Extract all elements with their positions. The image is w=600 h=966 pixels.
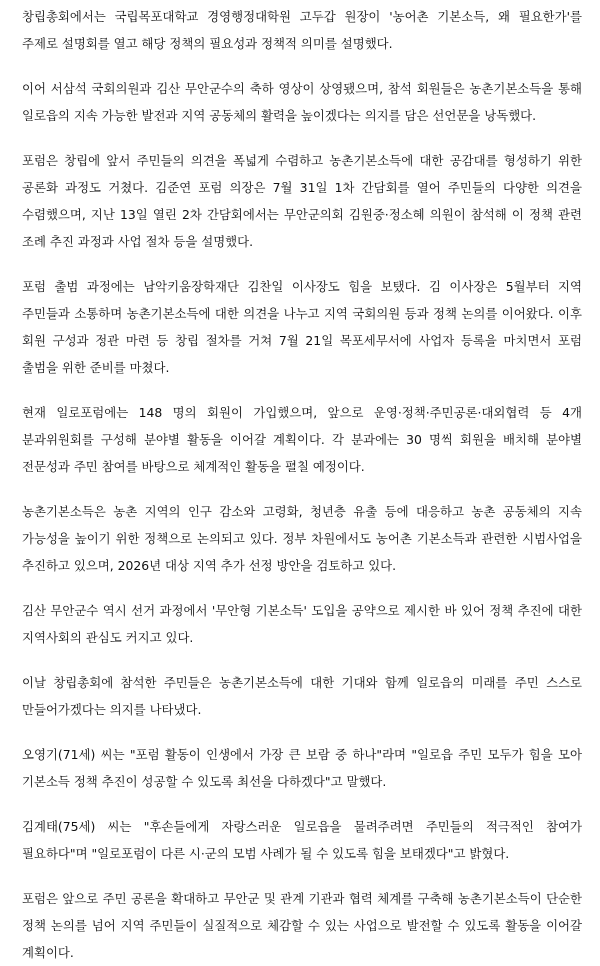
article-paragraph: 포럼은 앞으로 주민 공론을 확대하고 무안군 및 관계 기관과 협력 체계를 구축해 농촌기본소득이 단순한 정책 논의를 넘어 지역 주민들이 실질적으로 체감할 수 있는 사업으로 발전할 수 있도록 활동을 이어갈 계획이다. (22, 891, 582, 960)
article-paragraph: 창립총회에서는 국립목포대학교 경영행정대학원 고두갑 원장이 '농어촌 기본소득, 왜 필요한가'를 주제로 설명회를 열고 해당 정책의 필요성과 정책적 의미를 설명했다. (22, 9, 582, 51)
article-paragraph: 김계태(75세) 씨는 "후손들에게 자랑스러운 일로읍을 물려주려면 주민들의 적극적인 참여가 필요하다"며 "일로포럼이 다른 시·군의 모범 사례가 될 수 있도록 힘을 보태겠다"고 밝혔다. (22, 819, 582, 861)
article-paragraph: 김산 무안군수 역시 선거 과정에서 '무안형 기본소득' 도입을 공약으로 제시한 바 있어 정책 추진에 대한 지역사회의 관심도 커지고 있다. (22, 603, 582, 645)
article-paragraph: 포럼 출범 과정에는 남악키움장학재단 김찬일 이사장도 힘을 보탰다. 김 이사장은 5월부터 지역 주민들과 소통하며 농촌기본소득에 대한 의견을 나누고 지역 국회의원 등과 정책 논의를 이어왔다. 이후 회원 구성과 정관 마련 등 창립 절차를 거쳐 7월 21일 목포세무서에 사업자 등록을 마치면서 포럼 출범을 위한 준비를 마쳤다. (22, 279, 582, 375)
article-paragraph: 농촌기본소득은 농촌 지역의 인구 감소와 고령화, 청년층 유출 등에 대응하고 농촌 공동체의 지속 가능성을 높이기 위한 정책으로 논의되고 있다. 정부 차원에서도 농어촌 기본소득과 관련한 시범사업을 추진하고 있으며, 2026년 대상 지역 추가 선정 방안을 검토하고 있다. (22, 504, 582, 573)
article-paragraph: 이날 창립총회에 참석한 주민들은 농촌기본소득에 대한 기대와 함께 일로읍의 미래를 주민 스스로 만들어가겠다는 의지를 나타냈다. (22, 675, 582, 717)
article-paragraph: 포럼은 창립에 앞서 주민들의 의견을 폭넓게 수렴하고 농촌기본소득에 대한 공감대를 형성하기 위한 공론화 과정도 거쳤다. 김준연 포럼 의장은 7월 31일 1차 간담회를 열어 주민들의 다양한 의견을 수렴했으며, 지난 13일 열린 2차 간담회에서는 무안군의회 김원중·정소혜 의원이 참석해 이 정책 관련 조례 추진 과정과 사업 절차 등을 설명했다. (22, 153, 582, 249)
article-paragraph: 현재 일로포럼에는 148 명의 회원이 가입했으며, 앞으로 운영·정책·주민공론·대외협력 등 4개 분과위원회를 구성해 분야별 활동을 이어갈 계획이다. 각 분과에는 30 명씩 회원을 배치해 분야별 전문성과 주민 참여를 바탕으로 체계적인 활동을 펼칠 예정이다. (22, 405, 582, 474)
article-paragraph: 이어 서삼석 국회의원과 김산 무안군수의 축하 영상이 상영됐으며, 참석 회원들은 농촌기본소득을 통해 일로읍의 지속 가능한 발전과 지역 공동체의 활력을 높이겠다는 의지를 담은 선언문을 낭독했다. (22, 81, 582, 123)
article-paragraph: 오영기(71세) 씨는 "포럼 활동이 인생에서 가장 큰 보람 중 하나"라며 "일로읍 주민 모두가 힘을 모아 기본소득 정책 추진이 성공할 수 있도록 최선을 다하겠다"고 말했다. (22, 747, 582, 789)
